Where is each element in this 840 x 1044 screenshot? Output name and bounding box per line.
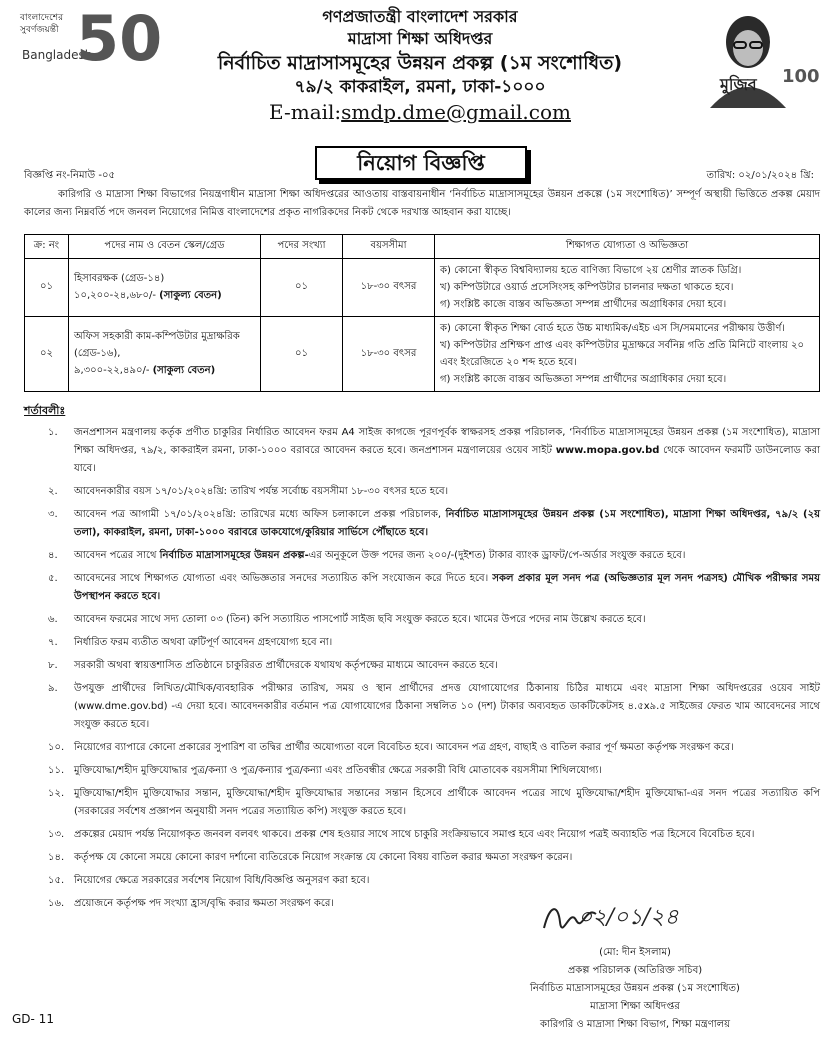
email-line bbox=[150, 98, 690, 126]
item-bold-text: www.mopa.gov.bd bbox=[555, 445, 660, 456]
item-text: কর্তৃপক্ষ যে কোনো সময়ে কোনো কারণ দর্শানো ব্যতিরেকে নিয়োগ সংক্রান্ত যে কোনো বিষয় বাতিল করার ক্ষমতা সংরক্ষণ করেন। bbox=[74, 852, 573, 863]
memo-number: বিজ্ঞপ্তি নং-নিমাউ -০৫ bbox=[24, 170, 115, 181]
item-number: ১৪. bbox=[48, 852, 65, 863]
table-row bbox=[25, 317, 820, 392]
item-text: আবেদনকারীর বয়স ১৭/০১/২০২৪খ্রি: তারিখ পর্যন্ত সর্বোচ্চ বয়সসীমা ১৮-৩০ বৎসর হতে হবে। bbox=[74, 486, 449, 497]
item-number: ১৩. bbox=[48, 829, 65, 840]
header-qualification: শিক্ষাগত যোগ্যতা ও অভিজ্ঞতা bbox=[435, 235, 820, 259]
list-item bbox=[40, 826, 820, 844]
signatory-office: মাদ্রাসা শিক্ষা অধিদপ্তর bbox=[590, 1001, 680, 1012]
signature bbox=[540, 900, 740, 936]
table-header-row bbox=[25, 235, 820, 259]
notice-title: নিয়োগ বিজ্ঞপ্তি bbox=[315, 146, 527, 180]
header-serial: ক্র: নং bbox=[25, 235, 69, 259]
email-label: E-mail: bbox=[269, 100, 342, 124]
header-age: বয়সসীমা bbox=[343, 235, 435, 259]
signatory-ministry: কারিগরি ও মাদ্রাসা শিক্ষা বিভাগ, শিক্ষা মন্ত্রণালয় bbox=[540, 1019, 730, 1030]
row-post bbox=[69, 317, 261, 392]
item-number: ৫. bbox=[48, 573, 58, 584]
item-bold-text: নির্বাচিত মাদ্রাসাসমূহের উন্নয়ন প্রকল্প- bbox=[159, 550, 309, 561]
logo-right-number: 100 bbox=[782, 66, 820, 87]
signatory-designation: প্রকল্প পরিচালক (অতিরিক্ত সচিব) bbox=[567, 965, 703, 976]
item-bold-text: নির্বাচিত মাদ্রাসাসমূহের উন্নয়ন প্রকল্প (১ম সংশোধিত), মাদ্রাসা শিক্ষা অধিদপ্তর, ৭৯/২ (২য় তলা), কাকরাইল, রমনা, ঢাকা-১০০০ বরাবরে ডাকযোগে/কুরিয়ার সার্ভিসে পৌঁছাতে হবে। bbox=[74, 509, 820, 538]
pay-scale-note: (সাকুল্য বেতন) bbox=[152, 364, 216, 376]
notice-date: তারিখ: ০২/০১/২০২৪ খ্রি: bbox=[706, 170, 814, 181]
row-qualification bbox=[435, 317, 820, 392]
list-item bbox=[40, 634, 820, 652]
pay-scale: ১০,২০০-২৪,৬৮০/- bbox=[74, 289, 156, 301]
item-text: নিয়োগের ক্ষেত্রে সরকারের সর্বশেষ নিয়োগ বিধি/বিজ্ঞপ্তি অনুসরণ করা হবে। bbox=[74, 875, 370, 886]
office-address: ৭৯/২ কাকরাইল, রমনা, ঢাকা-১০০০ bbox=[294, 77, 546, 97]
list-item bbox=[40, 762, 820, 780]
table-row bbox=[25, 259, 820, 317]
conditions-title: শর্তাবলীঃ bbox=[24, 404, 66, 417]
post-scale bbox=[74, 288, 255, 305]
logo-left-number: 50 bbox=[76, 2, 163, 75]
list-item bbox=[40, 570, 820, 606]
list-item bbox=[40, 739, 820, 757]
item-text: নিয়োগের ব্যাপারে কোনো প্রকারের সুপারিশ বা তদ্বির প্রার্থীর অযোগ্যতা বলে বিবেচিত হবে। আবেদন পত্র গ্রহণ, বাছাই ও বাতিল করার পূর্ণ ক্ষমতা কর্তৃপক্ষ সংরক্ষণ করে। bbox=[74, 742, 734, 753]
post-scale bbox=[74, 363, 255, 380]
signatory-block bbox=[480, 944, 790, 1034]
list-item bbox=[40, 547, 820, 565]
email-link[interactable]: smdp.dme@gmail.com bbox=[341, 100, 571, 124]
vacancy-table bbox=[24, 234, 820, 392]
qualification-item: গ) সংশ্লিষ্ট কাজে বাস্তব অভিজ্ঞতা সম্পন্ন প্রার্থীদের অগ্রাধিকার দেয়া হবে। bbox=[440, 374, 727, 385]
item-number: ৮. bbox=[48, 660, 58, 671]
logo-right-text-bn: মুজিব bbox=[720, 75, 757, 94]
list-item bbox=[40, 657, 820, 675]
letterhead bbox=[150, 6, 690, 126]
item-text: নির্ধারিত ফরম ব্যতীত অথবা ত্রুটিপূর্ণ আবেদন গ্রহণযোগ্য হবে না। bbox=[74, 637, 333, 648]
list-item bbox=[40, 680, 820, 734]
project-name: নির্বাচিত মাদ্রাসাসমূহের উন্নয়ন প্রকল্প (১ম সংশোধিত) bbox=[217, 52, 623, 74]
item-number: ৩. bbox=[48, 509, 58, 520]
item-text-tail: থেকে আবেদন ফরমটি ডাউনলোড করা যাবে। bbox=[74, 445, 820, 474]
signature-date: ০২/০১/২৪ bbox=[578, 905, 679, 930]
item-text: আবেদন পত্রের সাথে bbox=[74, 550, 157, 561]
item-number: ৬. bbox=[48, 614, 58, 625]
item-text: প্রকল্পের মেয়াদ পর্যন্ত নিয়োগকৃত জনবল বলবৎ থাকবে। প্রকল্প শেষ হওয়ার সাথে সাথে চাকুরি সংক্রিয়ভাবে সমাপ্ত হবে এবং নিয়োগ পত্রই অব্যাহতি পত্র হিসেবে বিবেচিত হবে। bbox=[74, 829, 755, 840]
item-number: ১১. bbox=[48, 765, 65, 776]
pay-scale: ৯,৩০০-২২,৪৯০/- bbox=[74, 364, 150, 376]
post-title: অফিস সহকারী কাম-কম্পিউটার মুদ্রাক্ষরিক bbox=[74, 330, 240, 342]
list-item bbox=[40, 872, 820, 890]
item-number: ১৬. bbox=[48, 898, 65, 909]
list-item bbox=[40, 785, 820, 821]
qualification-item: গ) সংশ্লিষ্ট কাজে বাস্তব অভিজ্ঞতা সম্পন্ন প্রার্থীদের অগ্রাধিকার দেয়া হবে। bbox=[440, 299, 727, 310]
header-post: পদের নাম ও বেতন স্কেল/গ্রেড bbox=[69, 235, 261, 259]
item-number: ২. bbox=[48, 486, 58, 497]
row-age: ১৮-৩০ বৎসর bbox=[343, 317, 435, 392]
item-number: ৭. bbox=[48, 637, 58, 648]
item-number: ১৫. bbox=[48, 875, 65, 886]
gd-code: GD- 11 bbox=[12, 1012, 54, 1026]
qualification-item: খ) কম্পিউটারে ওয়ার্ড প্রসেসিংসহ কম্পিউটার চালনার দক্ষতা থাকতে হবে। bbox=[440, 282, 734, 293]
list-item bbox=[40, 424, 820, 478]
item-text: মুক্তিযোদ্ধা/শহীদ মুক্তিযোদ্ধার পুত্র/কন্যা ও পুত্র/কন্যার পুত্র/কন্যা এবং প্রতিবন্ধীর ক্ষেত্রে সরকারী বিধি মোতাবেক বয়সসীমা শিথিলযোগ্য। bbox=[74, 765, 602, 776]
signatory-name: (মো: দীন ইসলাম) bbox=[599, 947, 671, 958]
pay-scale-note: (সাকুল্য বেতন) bbox=[159, 289, 222, 301]
item-text-tail: এর অনুকূলে উক্ত পদের জন্য ২০০/-(দুইশত) টাকার ব্যাংক ড্রাফট/পে-অর্ডার সংযুক্ত করতে হবে। bbox=[308, 550, 686, 561]
item-number: ৪. bbox=[48, 550, 58, 561]
row-qualification bbox=[435, 259, 820, 317]
golden-jubilee-logo bbox=[18, 2, 163, 80]
signatory-project: নির্বাচিত মাদ্রাসাসমূহের উন্নয়ন প্রকল্প (১ম সংশোধিত) bbox=[530, 983, 740, 994]
post-grade: (গ্রেড-১৬), bbox=[74, 347, 121, 359]
government-name: গণপ্রজাতন্ত্রী বাংলাদেশ সরকার bbox=[322, 7, 518, 26]
item-text: সরকারী অথবা স্বায়ত্তশাসিত প্রতিষ্ঠানে চাকুরিরত প্রার্থীদেরকে যথাযথ কর্তৃপক্ষের মাধ্যমে আবেদন করতে হবে। bbox=[74, 660, 498, 671]
item-text: আবেদন পত্র আগামী ১৭/০১/২০২৪খ্রি: তারিখের মধ্যে অফিস চলাকালে প্রকল্প পরিচালক, bbox=[74, 509, 442, 520]
header-count: পদের সংখ্যা bbox=[261, 235, 343, 259]
row-age: ১৮-৩০ বৎসর bbox=[343, 259, 435, 317]
row-serial: ০২ bbox=[25, 317, 69, 392]
item-text: প্রয়োজনে কর্তৃপক্ষ পদ সংখ্যা হ্রাস/বৃদ্ধি করার ক্ষমতা সংরক্ষণ করে। bbox=[74, 898, 334, 909]
item-number: ৯. bbox=[48, 683, 58, 694]
list-item bbox=[40, 849, 820, 867]
mujib-100-logo bbox=[690, 8, 820, 108]
row-post bbox=[69, 259, 261, 317]
item-text: আবেদনের সাথে শিক্ষাগত যোগ্যতা এবং অভিজ্ঞতার সনদের সত্যায়িত কপি সংযোজন করে দিতে হবে। bbox=[74, 573, 489, 584]
logo-left-text-en: Bangladesh bbox=[22, 48, 93, 62]
qualification-item: খ) কম্পিউটার প্রশিক্ষণ প্রাপ্ত এবং কম্পিউটার মুদ্রাক্ষরে সর্বনিম্ন গতি প্রতি মিনিটে বাংলায় ২০ এবং ইংরেজিতে ২০ শব্দ হতে হবে। bbox=[440, 340, 804, 368]
qualification-item: ক) কোনো স্বীকৃত শিক্ষা বোর্ড হতে উচ্চ মাধ্যমিক/এইচ এস সি/সমমানের পরীক্ষায় উত্তীর্ণ। bbox=[440, 323, 785, 334]
list-item bbox=[40, 506, 820, 542]
conditions-list bbox=[40, 424, 820, 918]
item-number: ১২. bbox=[48, 788, 65, 799]
item-text: মুক্তিযোদ্ধা/শহীদ মুক্তিযোদ্ধার সন্তান, মুক্তিযোদ্ধা/শহীদ মুক্তিযোদ্ধার সন্তানের সন্তান হিসেবে প্রার্থীকে আবেদন পত্রের সাথে মুক্তিযোদ্ধা/শহীদ মুক্তিযোদ্ধা-এর সনদ পত্রের সত্যায়িত কপি (সরকারের সর্বশেষ প্রজ্ঞাপন অনুযায়ী সনদ পত্রের সত্যায়িত কপি) সংযুক্ত করতে হবে। bbox=[74, 788, 820, 817]
logo-left-text-bn: বাংলাদেশের সুবর্ণজয়ন্তী bbox=[20, 13, 64, 35]
row-serial: ০১ bbox=[25, 259, 69, 317]
directorate-name: মাদ্রাসা শিক্ষা অধিদপ্তর bbox=[347, 29, 493, 48]
item-text: আবেদন ফরমের সাথে সদ্য তোলা ০৩ (তিন) কপি সত্যায়িত পাসপোর্ট সাইজ ছবি সংযুক্ত করতে হবে। খামের উপরে পদের নাম উল্লেখ করতে হবে। bbox=[74, 614, 646, 625]
item-number: ১. bbox=[48, 427, 58, 438]
intro-paragraph: কারিগরি ও মাদ্রাসা শিক্ষা বিভাগের নিয়ন্ত্রণাধীন মাদ্রাসা শিক্ষা অধিদপ্তরের আওতায় বাস্তবায়নাধীন ‘নির্বাচিত মাদ্রাসাসমূহের উন্নয়ন প্রকল্পে (১ম সংশোধিত)’ সম্পূর্ণ অস্থায়ী ভিত্তিতে প্রকল্প মেয়াদ কালের জন্য নিম্নবর্তি পদে জনবল নিয়োগের নিমিত্ত বাংলাদেশের প্রকৃত নাগরিকদের নিকট থেকে দরখাস্ত আহবান করা যাচ্ছে। bbox=[24, 189, 820, 218]
list-item bbox=[40, 483, 820, 501]
row-count: ০১ bbox=[261, 259, 343, 317]
row-count: ০১ bbox=[261, 317, 343, 392]
post-title: হিসাবরক্ষক (গ্রেড-১৪) bbox=[74, 272, 165, 284]
item-text: উপযুক্ত প্রার্থীদের লিখিত/মৌখিক/ব্যবহারিক পরীক্ষার তারিখ, সময় ও স্থান প্রার্থীদের প্রদত্ত যোগাযোগের ঠিকানায় চিঠির মাধ্যমে এবং মাদ্রাসা শিক্ষা অধিদপ্তরের ওয়েব সাইট (www.dme.gov.bd) -এ দেয়া হবে। আবেদনকারীর বর্তমান পত্র যোগাযোগের ঠিকানা সম্বলিত ১০ (দশ) টাকার অব্যবহৃত ডাকটিকেটসহ ৪.৫x৯.৫ সাইজের ফেরত খাম আবেদনের সাথে সংযুক্ত করতে হবে। bbox=[74, 683, 820, 730]
item-bold-text: সকল প্রকার মূল সনদ পত্র (অভিজ্ঞতার মূল সনদ পত্রসহ) মৌখিক পরীক্ষার সময় উপস্থাপন করতে হবে। bbox=[74, 573, 820, 602]
list-item bbox=[40, 611, 820, 629]
qualification-item: ক) কোনো স্বীকৃত বিশ্ববিদ্যালয় হতে বাণিজ্য বিভাগে ২য় শ্রেণীর স্নাতক ডিগ্রি। bbox=[440, 265, 742, 276]
item-number: ১০. bbox=[48, 742, 65, 753]
item-text: জনপ্রশাসন মন্ত্রণালয় কর্তৃক প্রণীত চাকুরির নির্ধারিত আবেদন ফরম A4 সাইজ কাগজে পূরণপূর্বক স্বাক্ষরসহ প্রকল্প পরিচালক, ‘নির্বাচিত মাদ্রাসাসমূহের উন্নয়ন প্রকল্প (১ম সংশোধিত), মাদ্রাসা শিক্ষা অধিদপ্তর, ৭৯/২, কাকরাইল রমনা, ঢাকা-১০০০ বরাবরে আবেদন করতে হবে। জনপ্রশাসন মন্ত্রণালয়ের ওয়েব সাইট bbox=[74, 427, 820, 456]
